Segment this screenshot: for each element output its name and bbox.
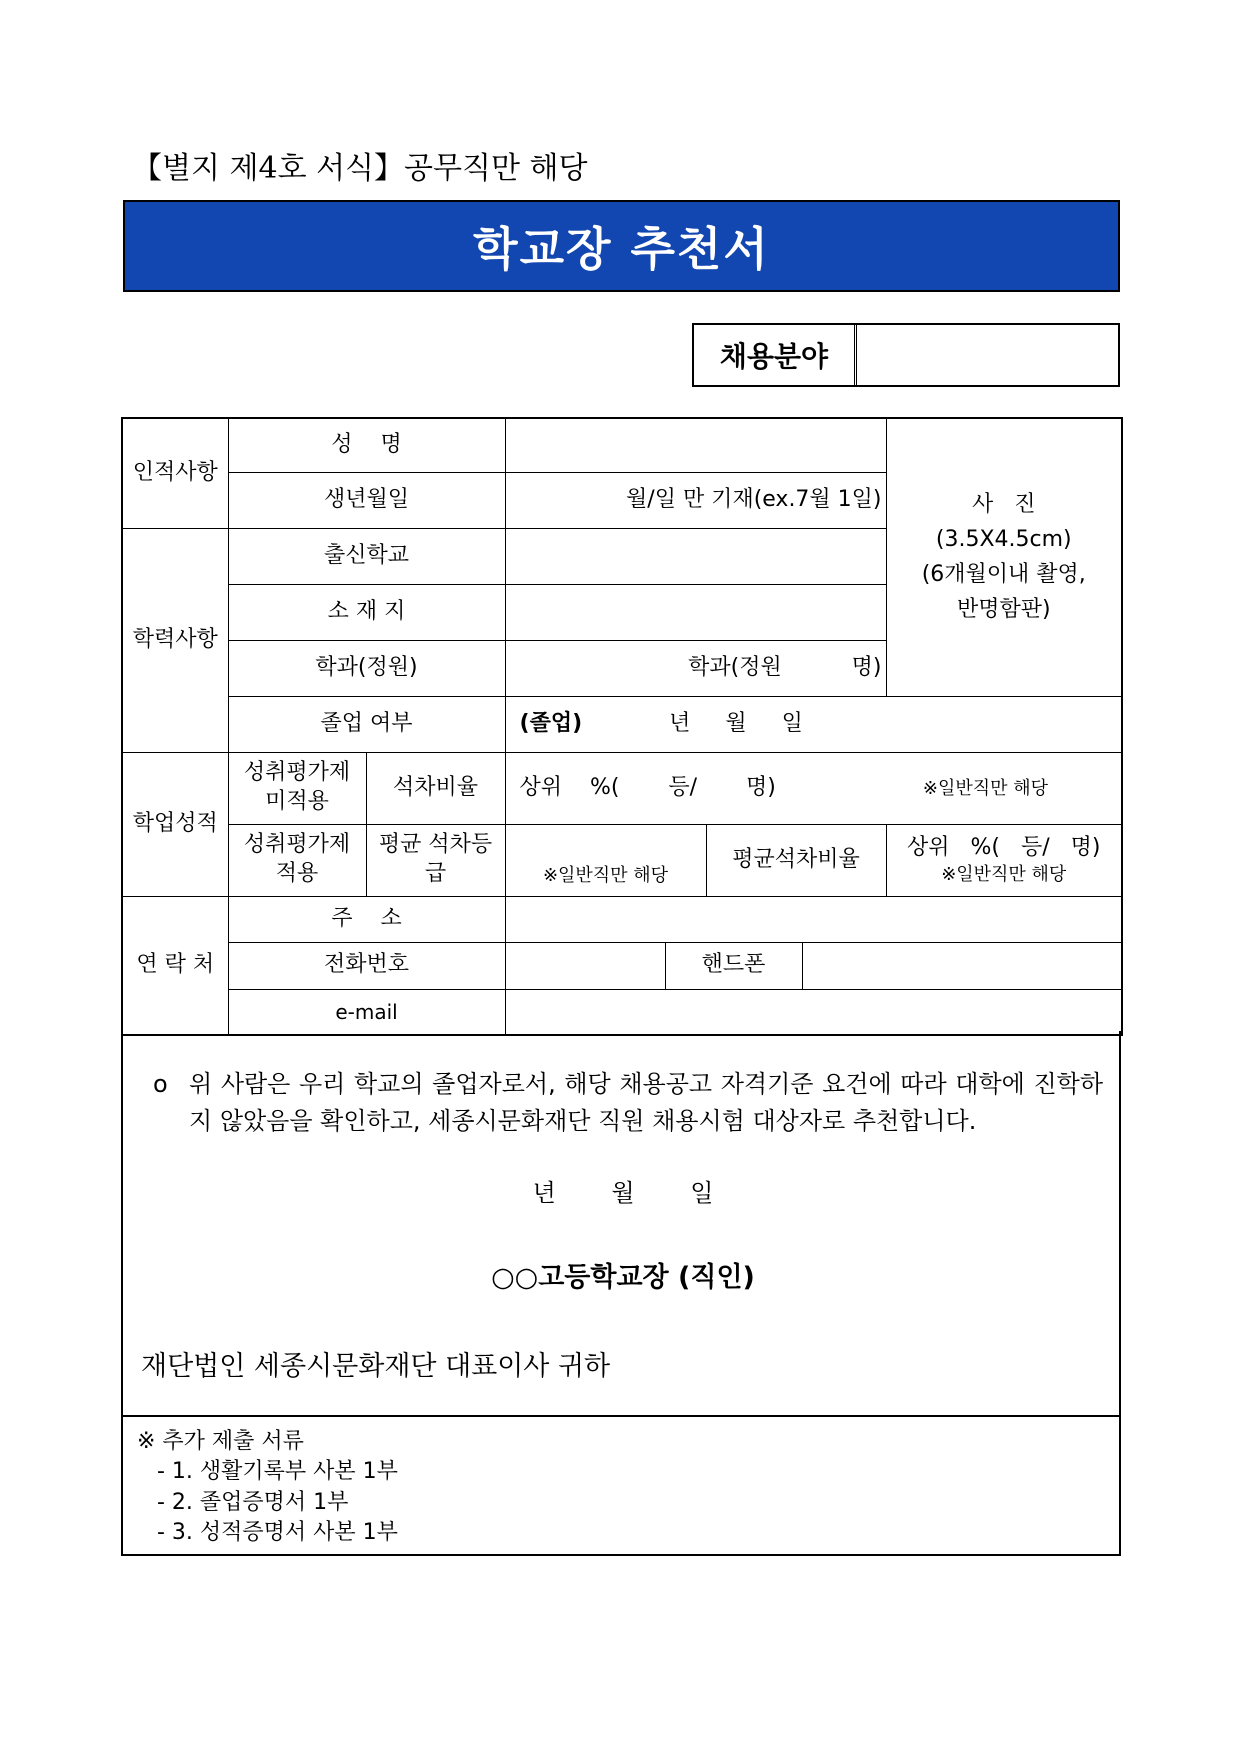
photo-label: 사 진 bbox=[972, 491, 1036, 517]
grades-section-label: 학업성적 bbox=[122, 752, 228, 896]
rank-ratio-note: ※일반직만 해당 bbox=[922, 777, 1049, 799]
photo-size: (3.5X4.5cm) bbox=[935, 527, 1072, 553]
phone-label: 전화번호 bbox=[228, 942, 505, 989]
avg-ratio-label: 평균석차비율 bbox=[706, 824, 886, 896]
avg-ratio-value: 상위 %( 등/ 명) bbox=[907, 835, 1101, 860]
education-section-label: 학력사항 bbox=[122, 528, 228, 752]
rank-ratio-input[interactable] bbox=[505, 752, 1122, 824]
attachments-title: ※ 추가 제출 서류 bbox=[137, 1429, 304, 1454]
addressee: 재단법인 세종시문화재단 대표이사 귀하 bbox=[141, 1351, 611, 1382]
rank-ratio-value: 상위 %( 등/ 명) bbox=[519, 774, 776, 800]
sign-date: 년 월 일 bbox=[532, 1179, 714, 1207]
attachment-item: - 1. 생활기록부 사본 1부 bbox=[157, 1459, 398, 1485]
attachment-item: - 2. 졸업증명서 1부 bbox=[157, 1489, 349, 1515]
attachments-box bbox=[123, 1415, 1119, 1554]
address-label: 주 소 bbox=[228, 896, 505, 942]
email-input[interactable] bbox=[505, 989, 1122, 1035]
attachment-item: - 3. 성적증명서 사본 1부 bbox=[157, 1520, 398, 1546]
recruit-field-input[interactable] bbox=[857, 325, 1118, 385]
title-banner bbox=[123, 200, 1120, 292]
photo-box[interactable] bbox=[886, 418, 1122, 696]
principal-signature: ○○고등학교장 (직인) bbox=[491, 1262, 755, 1293]
avg-grade-input[interactable] bbox=[505, 824, 706, 896]
name-input[interactable] bbox=[505, 418, 886, 472]
phone-input[interactable] bbox=[506, 943, 666, 989]
birth-input[interactable]: 월/일 만 기재(ex.7월 1일) bbox=[505, 472, 886, 528]
address-input[interactable] bbox=[505, 896, 1122, 942]
mobile-input[interactable] bbox=[803, 943, 1122, 989]
name-label: 성 명 bbox=[228, 418, 505, 472]
recommendation-section bbox=[121, 1031, 1121, 1556]
no-achievement-label: 성취평가제 미적용 bbox=[228, 752, 366, 824]
school-input[interactable] bbox=[505, 528, 886, 584]
form-number-label: 【별지 제4호 서식】공무직만 해당 bbox=[132, 151, 588, 186]
statement bbox=[153, 1066, 1103, 1140]
location-input[interactable] bbox=[505, 584, 886, 640]
avg-grade-note: ※일반직만 해당 bbox=[542, 864, 669, 886]
dept-label: 학과(정원) bbox=[228, 640, 505, 696]
location-label: 소 재 지 bbox=[228, 584, 505, 640]
avg-ratio-note: ※일반직만 해당 bbox=[941, 863, 1067, 885]
email-label: e-mail bbox=[228, 989, 505, 1035]
photo-note-1: (6개월이내 촬영, bbox=[921, 562, 1086, 588]
recruit-field-box bbox=[692, 323, 1120, 387]
grad-date: 년 월 일 bbox=[669, 710, 803, 736]
photo-note-2: 반명함판) bbox=[956, 597, 1051, 623]
dept-input[interactable]: 학과(정원 명) bbox=[505, 640, 886, 696]
school-label: 출신학교 bbox=[228, 528, 505, 584]
grad-input[interactable] bbox=[505, 696, 1122, 752]
statement-text: 위 사람은 우리 학교의 졸업자로서, 해당 채용공고 자격기준 요건에 따라 대학에 진학하지 않았음을 확인하고, 세종시문화재단 직원 채용시험 대상자로 추천합니다. bbox=[189, 1070, 1103, 1136]
personal-section-label: 인적사항 bbox=[122, 418, 228, 528]
contact-section-label: 연 락 처 bbox=[122, 896, 228, 1035]
statement-bullet: o bbox=[153, 1070, 168, 1098]
mobile-label: 핸드폰 bbox=[666, 943, 803, 989]
phone-row bbox=[505, 942, 1122, 989]
grad-label: 졸업 여부 bbox=[228, 696, 505, 752]
applicant-info-table bbox=[121, 417, 1123, 1036]
recruit-field-label: 채용분야 bbox=[694, 325, 857, 385]
birth-label: 생년월일 bbox=[228, 472, 505, 528]
avg-ratio-input[interactable] bbox=[886, 824, 1122, 896]
rank-ratio-label: 석차비율 bbox=[366, 752, 505, 824]
achievement-label: 성취평가제 적용 bbox=[228, 824, 366, 896]
avg-grade-label: 평균 석차등급 bbox=[366, 824, 505, 896]
page-title: 학교장 추천서 bbox=[473, 222, 770, 276]
grad-status: (졸업) bbox=[519, 710, 583, 736]
